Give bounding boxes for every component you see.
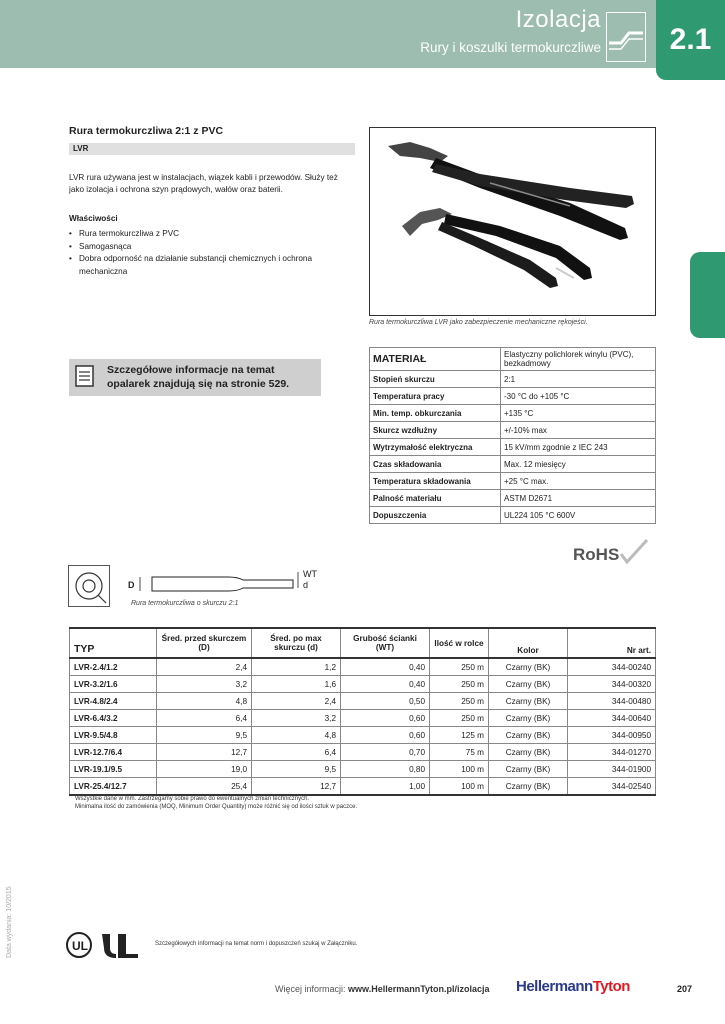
cell-d-after: 1,6 <box>252 676 341 693</box>
cell-wall: 0,40 <box>341 658 430 676</box>
cell-type: LVR-19.1/9.5 <box>70 761 157 778</box>
brand-logo <box>516 978 630 995</box>
issue-date: Data wydania: 10/2015 <box>6 886 13 958</box>
material-key: Dopuszczenia <box>370 507 501 524</box>
table-row <box>70 778 656 796</box>
cell-color: Czarny (BK) <box>489 658 568 676</box>
table-row <box>70 658 656 676</box>
tube-roll-icon <box>68 565 110 607</box>
material-key: Wytrzymałość elektryczna <box>370 439 501 456</box>
cell-d-after: 1,2 <box>252 658 341 676</box>
table-header-row <box>70 628 656 658</box>
properties-list <box>69 228 354 278</box>
cell-d-before: 25,4 <box>157 778 252 796</box>
cell-color: Czarny (BK) <box>489 727 568 744</box>
material-value: 15 kV/mm zgodnie z IEC 243 <box>501 439 656 456</box>
property-item: • Dobra odporność na działanie substancji chemicznych i ochrona mechaniczna <box>69 253 354 278</box>
cell-article: 344-00640 <box>568 710 656 727</box>
cell-wall: 0,50 <box>341 693 430 710</box>
svg-text:UL: UL <box>72 939 88 953</box>
heat-shrink-category-icon <box>606 12 646 62</box>
brand-part1: Hellermann <box>516 978 593 995</box>
cell-color: Czarny (BK) <box>489 761 568 778</box>
rohs-text: RoHS <box>573 545 620 564</box>
cell-type: LVR-3.2/1.6 <box>70 676 157 693</box>
cell-d-before: 2,4 <box>157 658 252 676</box>
material-value: Max. 12 miesięcy <box>501 456 656 473</box>
material-value: Elastyczny polichlorek winylu (PVC), bezkadmowy <box>501 348 656 371</box>
material-value: +/-10% max <box>501 422 656 439</box>
material-key: Stopień skurczu <box>370 371 501 388</box>
cell-roll-qty: 250 m <box>430 693 489 710</box>
cell-d-before: 3,2 <box>157 676 252 693</box>
table-row <box>70 693 656 710</box>
cell-roll-qty: 250 m <box>430 710 489 727</box>
material-row <box>370 405 656 422</box>
material-value: -30 °C do +105 °C <box>501 388 656 405</box>
table-body <box>70 658 656 795</box>
cell-d-after: 12,7 <box>252 778 341 796</box>
cell-d-after: 9,5 <box>252 761 341 778</box>
col-header-d-before: Śred. przed skurczem (D) <box>157 628 252 658</box>
material-row <box>370 456 656 473</box>
col-header-roll-qty: Ilość w rolce <box>430 628 489 658</box>
cell-wall: 0,40 <box>341 676 430 693</box>
document-icon <box>75 365 94 387</box>
cell-d-after: 6,4 <box>252 744 341 761</box>
cell-d-before: 9,5 <box>157 727 252 744</box>
cell-article: 344-00320 <box>568 676 656 693</box>
note-units: Wszystkie dane w mm. Zastrzegamy sobie prawo do ewentualnych zmian technicznych. <box>75 796 310 802</box>
product-description: LVR rura używana jest w instalacjach, wiązek kabli i przewodów. Służy też jako izolacja i ochrona szyn prądowych, wałów oraz baterii. <box>69 173 338 194</box>
cell-d-before: 4,8 <box>157 693 252 710</box>
cell-color: Czarny (BK) <box>489 778 568 796</box>
col-header-d-after: Śred. po max skurczu (d) <box>252 628 341 658</box>
info-line-2: opalarek znajdują się na stronie 529. <box>107 378 290 390</box>
material-value: +25 °C max. <box>501 473 656 490</box>
cell-roll-qty: 250 m <box>430 658 489 676</box>
material-row <box>370 371 656 388</box>
material-row <box>370 507 656 524</box>
material-row <box>370 388 656 405</box>
material-key: Palność materiału <box>370 490 501 507</box>
material-value: 2:1 <box>501 371 656 388</box>
material-row <box>370 473 656 490</box>
material-key: Czas składowania <box>370 456 501 473</box>
table-row <box>70 676 656 693</box>
certification-note: Szczegółowych informacji na temat norm i dopuszczeń szukaj w Załączniku. <box>155 941 358 947</box>
material-key: Skurcz wzdłużny <box>370 422 501 439</box>
material-value: +135 °C <box>501 405 656 422</box>
material-row <box>370 439 656 456</box>
footer-more-info <box>275 984 490 994</box>
footer-more-label: Więcej informacji: <box>275 984 346 994</box>
material-row <box>370 422 656 439</box>
cell-article: 344-00240 <box>568 658 656 676</box>
diagram-label-D: D <box>128 580 135 590</box>
property-item: • Samogasnąca <box>69 241 354 254</box>
page-number: 207 <box>677 984 693 994</box>
properties-heading: Właściwości <box>69 214 118 223</box>
diagram-label-WT: WT <box>303 569 317 579</box>
cell-roll-qty: 100 m <box>430 778 489 796</box>
diagram-label-d: d <box>303 580 309 590</box>
col-header-type: TYP <box>70 628 157 658</box>
material-row <box>370 490 656 507</box>
note-moq: Minimalna ilość do zamówienia (MOQ, Minimum Order Quantity) może różnić się od ilości sztuk w paczce. <box>75 804 358 810</box>
cell-article: 344-02540 <box>568 778 656 796</box>
page-title: Izolacja <box>515 6 601 33</box>
info-line-1: Szczegółowe informacje na temat <box>107 364 275 376</box>
cell-type: LVR-25.4/12.7 <box>70 778 157 796</box>
material-key: Min. temp. obkurczania <box>370 405 501 422</box>
material-row <box>370 348 656 371</box>
shrink-diagram <box>128 566 328 602</box>
info-text <box>107 363 289 391</box>
product-photo-pliers <box>369 127 656 316</box>
cell-d-before: 12,7 <box>157 744 252 761</box>
cell-wall: 0,60 <box>341 710 430 727</box>
table-row <box>70 710 656 727</box>
product-code: LVR <box>69 143 355 155</box>
cell-wall: 1,00 <box>341 778 430 796</box>
product-variants-table <box>69 627 656 796</box>
table-row <box>70 744 656 761</box>
material-value: UL224 105 °C 600V <box>501 507 656 524</box>
cell-d-before: 19,0 <box>157 761 252 778</box>
cell-article: 344-01900 <box>568 761 656 778</box>
material-properties-table <box>369 347 656 524</box>
cell-roll-qty: 125 m <box>430 727 489 744</box>
info-box[interactable] <box>69 359 321 396</box>
cell-color: Czarny (BK) <box>489 693 568 710</box>
cell-roll-qty: 250 m <box>430 676 489 693</box>
cell-type: LVR-2.4/1.2 <box>70 658 157 676</box>
cell-wall: 0,60 <box>341 727 430 744</box>
cell-d-after: 4,8 <box>252 727 341 744</box>
col-header-color: Kolor <box>489 628 568 658</box>
material-key: MATERIAŁ <box>370 348 501 371</box>
cell-roll-qty: 100 m <box>430 761 489 778</box>
cell-type: LVR-4.8/2.4 <box>70 693 157 710</box>
cell-color: Czarny (BK) <box>489 676 568 693</box>
page-subtitle: Rury i koszulki termokurczliwe <box>420 40 601 55</box>
cell-article: 344-00480 <box>568 693 656 710</box>
footer-link[interactable]: www.HellermannTyton.pl/izolacja <box>348 984 490 994</box>
table-row <box>70 727 656 744</box>
section-number: 2.1 <box>656 0 725 80</box>
ul-certification-logos <box>66 930 144 960</box>
material-key: Temperatura pracy <box>370 388 501 405</box>
cell-article: 344-01270 <box>568 744 656 761</box>
diagram-caption: Rura termokurczliwa o skurczu 2:1 <box>131 600 239 607</box>
product-title: Rura termokurczliwa 2:1 z PVC <box>69 125 224 137</box>
cell-type: LVR-6.4/3.2 <box>70 710 157 727</box>
material-value: ASTM D2671 <box>501 490 656 507</box>
table-row <box>70 761 656 778</box>
cell-d-after: 2,4 <box>252 693 341 710</box>
rohs-logo <box>569 538 649 568</box>
cell-d-after: 3,2 <box>252 710 341 727</box>
brand-part2: Tyton <box>592 978 630 995</box>
property-item: • Rura termokurczliwa z PVC <box>69 228 354 241</box>
photo-caption: Rura termokurczliwa LVR jako zabezpieczenie mechaniczne rękojeści. <box>369 319 588 326</box>
material-key: Temperatura składowania <box>370 473 501 490</box>
cell-article: 344-00950 <box>568 727 656 744</box>
cell-wall: 0,80 <box>341 761 430 778</box>
cell-type: LVR-12.7/6.4 <box>70 744 157 761</box>
side-chapter-tab[interactable] <box>690 252 725 338</box>
col-header-article: Nr art. <box>568 628 656 658</box>
cell-wall: 0,70 <box>341 744 430 761</box>
cell-d-before: 6,4 <box>157 710 252 727</box>
cell-roll-qty: 75 m <box>430 744 489 761</box>
cell-color: Czarny (BK) <box>489 744 568 761</box>
cell-color: Czarny (BK) <box>489 710 568 727</box>
col-header-wall: Grubość ścianki (WT) <box>341 628 430 658</box>
cell-type: LVR-9.5/4.8 <box>70 727 157 744</box>
